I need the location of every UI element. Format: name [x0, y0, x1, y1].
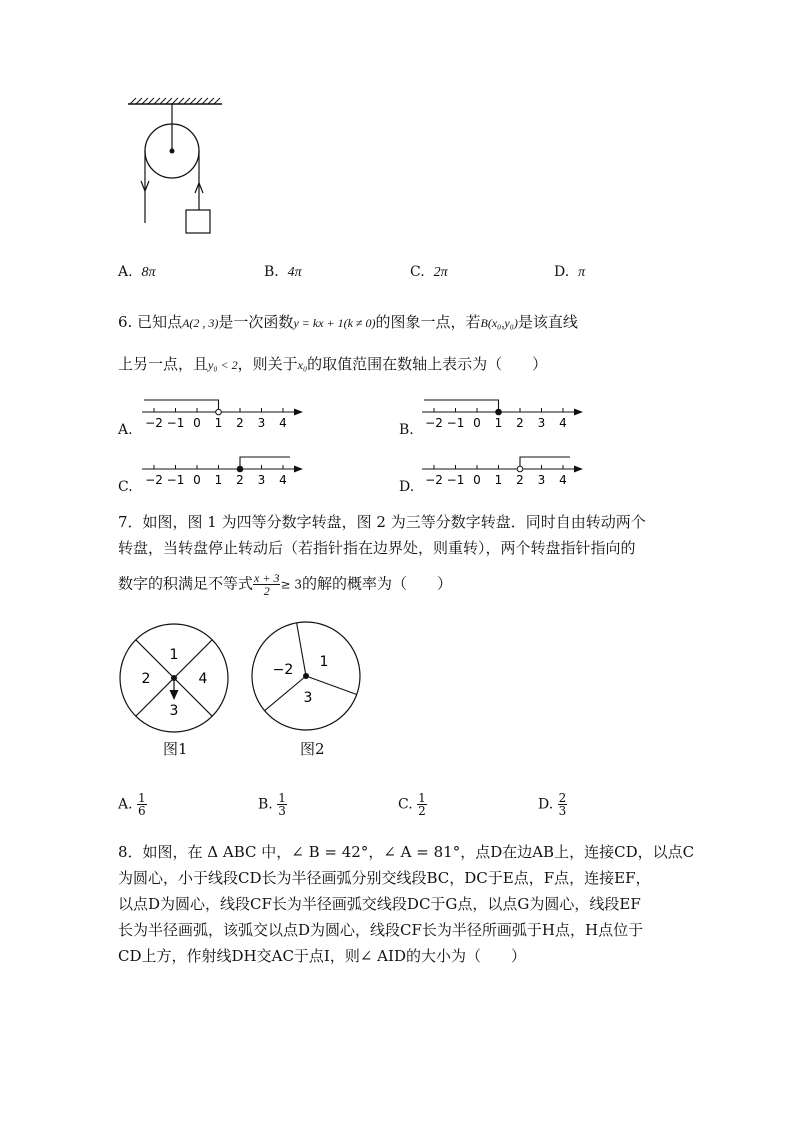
- q7-option-a[interactable]: A. $\frac{1}{6}$: [118, 791, 146, 818]
- q7-option-b[interactable]: B. $\frac{1}{3}$: [258, 791, 286, 818]
- axis-tick-label: 2: [236, 473, 244, 487]
- q7-line-2: 转盘，当转盘停止转动后（若指针指在边界处，则重转），两个转盘指针指向的: [118, 539, 636, 557]
- axis-tick-label: −2: [425, 416, 443, 430]
- q6-number-line-b: [420, 395, 595, 435]
- axis-tick-label: −1: [166, 473, 185, 487]
- q5-option-a[interactable]: A. 8π: [118, 264, 156, 280]
- axis-tick-label: 1: [214, 416, 223, 430]
- q6-line-2: 上另一点，且y₀ < 2，则关于x₀的取值范围在数轴上表示为（ ）: [118, 355, 548, 373]
- q7-option-c[interactable]: C. $\frac{1}{2}$: [398, 791, 426, 818]
- axis-tick-label: 0: [193, 473, 201, 487]
- axis-tick-label: 3: [257, 473, 266, 487]
- spinner-2-caption: 图2: [300, 740, 325, 758]
- axis-arrow: [294, 409, 303, 416]
- q5-option-c[interactable]: C. 2π: [410, 264, 448, 280]
- axis-tick-label: 4: [279, 416, 287, 430]
- axis-arrow: [574, 409, 583, 416]
- solution-range: [144, 400, 219, 410]
- axis-tick-label: −1: [166, 416, 185, 430]
- axis-tick-label: −1: [446, 473, 465, 487]
- q6-number-line-d: [420, 452, 595, 492]
- q6-number-line-c: [140, 452, 315, 492]
- pulley-figure: [120, 96, 230, 241]
- q8-line-4: 长为半径画弧，该弧交以点D为圆心，线段CF长为半径所画弧于H点，H点位于: [118, 921, 644, 939]
- q6-option-c[interactable]: C.: [118, 479, 133, 495]
- spinner-1-number: 4: [198, 671, 208, 687]
- axis-tick-label: 4: [559, 473, 567, 487]
- axis-arrow: [294, 466, 303, 473]
- axis-tick-label: −2: [145, 473, 163, 487]
- q8-line-2: 为圆心，小于线段CD长为半径画弧分别交线段BC，DC于E点，F点，连接EF，: [118, 869, 651, 887]
- axis-tick-label: 0: [473, 416, 481, 430]
- closed-point: [237, 466, 243, 472]
- axis-tick-label: 1: [214, 473, 223, 487]
- q5-option-b[interactable]: B. 4π: [264, 264, 302, 280]
- axis-tick-label: 1: [494, 416, 503, 430]
- spinner-figure-1: [118, 622, 230, 734]
- q8-line-1: 8．如图，在 Δ ABC 中，∠ B = 42°，∠ A = 81°，点D在边AB上，连接CD，以点C: [118, 843, 695, 861]
- q6-option-d[interactable]: D.: [399, 479, 415, 495]
- spinner-1-number: 2: [141, 671, 151, 687]
- q7-option-d[interactable]: D. $\frac{2}{3}$: [538, 791, 567, 818]
- q6-option-a[interactable]: A.: [118, 422, 133, 438]
- axis-tick-label: 2: [236, 416, 244, 430]
- q5-option-d[interactable]: D. π: [554, 264, 586, 280]
- spinner-2-number: 1: [319, 654, 329, 670]
- q6-option-b[interactable]: B.: [399, 422, 414, 438]
- axis-tick-label: 4: [559, 416, 567, 430]
- q7-inequality-fraction: $\frac{x + 3}{2}$: [254, 571, 280, 598]
- q8-line-5: CD上方，作射线DH交AC于点I，则∠ AID的大小为（ ）: [118, 947, 526, 965]
- spinner-1-caption: 图1: [163, 740, 188, 758]
- q7-line-3: 数字的积满足不等式 $\frac{x + 3}{2}$ ≥ 3的解的概率为（ ）: [118, 571, 452, 598]
- axis-tick-label: 3: [537, 416, 546, 430]
- axis-tick-label: 0: [473, 473, 481, 487]
- spinner-2-number: −2: [272, 662, 294, 678]
- axis-tick-label: 2: [516, 473, 524, 487]
- closed-point: [496, 409, 502, 415]
- axis-tick-label: 0: [193, 416, 201, 430]
- axis-tick-label: 4: [279, 473, 287, 487]
- spinner-1-number: 3: [169, 703, 179, 719]
- q8-line-3: 以点D为圆心，线段CF长为半径画弧交线段DC于G点，以点G为圆心，线段EF: [118, 895, 641, 913]
- open-point: [517, 466, 523, 472]
- q6-number-line-a: [140, 395, 315, 435]
- spinner-1-number: 1: [169, 647, 179, 663]
- axis-tick-label: 3: [537, 473, 546, 487]
- solution-range: [424, 400, 499, 410]
- q7-line-1: 7．如图，图 1 为四等分数字转盘，图 2 为三等分数字转盘．同时自由转动两个: [118, 513, 646, 531]
- axis-tick-label: 2: [516, 416, 524, 430]
- open-point: [216, 409, 222, 415]
- q6-line-1: 6. 已知点A(2 , 3)是一次函数y = kx + 1(k ≠ 0)的图象一点，若B(x₀,y₀)是该直线: [118, 313, 578, 331]
- axis-tick-label: −2: [425, 473, 443, 487]
- axis-arrow: [574, 466, 583, 473]
- axis-tick-label: 1: [494, 473, 503, 487]
- axis-tick-label: −1: [446, 416, 465, 430]
- axis-tick-label: 3: [257, 416, 266, 430]
- spinner-2-number: 3: [303, 690, 313, 706]
- spinner-figure-2: [250, 620, 362, 732]
- axis-tick-label: −2: [145, 416, 163, 430]
